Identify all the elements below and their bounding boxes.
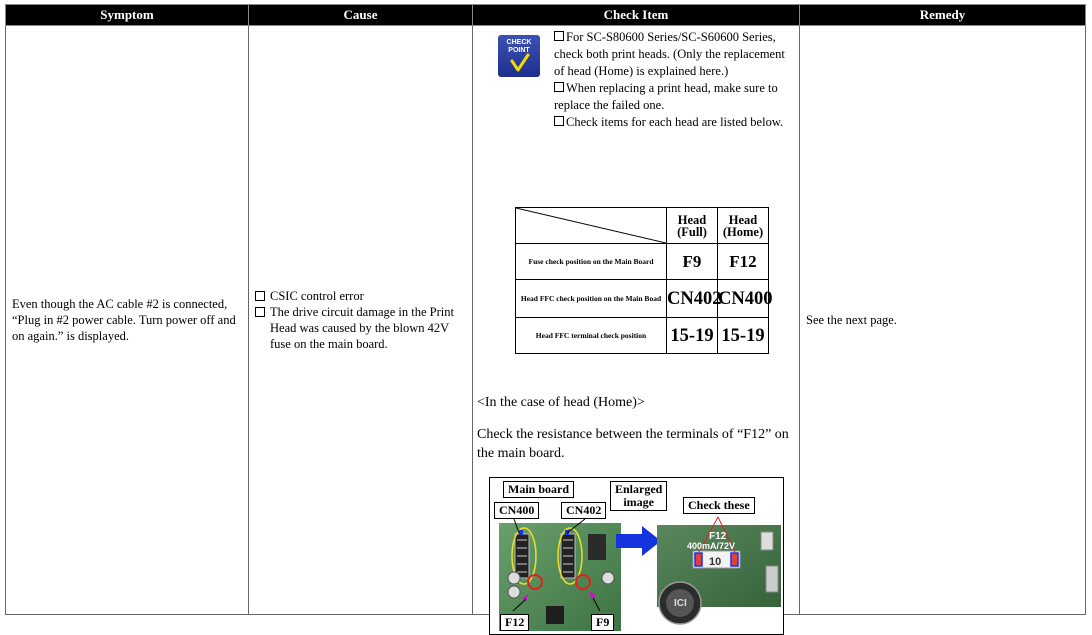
column-head-home — [718, 208, 769, 244]
check-item-cell — [473, 26, 800, 629]
home-section-text: Check the resistance between the terminals of “F12” on the main board. — [477, 427, 789, 461]
badge-text-1: CHECK — [506, 39, 532, 46]
value-full: CN402 — [667, 280, 718, 318]
checkbox-icon — [554, 116, 564, 126]
label-line: image — [623, 495, 654, 509]
chip-rating-text: 400mA/72V — [687, 541, 736, 551]
cause-cell — [249, 26, 473, 615]
value-home: F12 — [718, 244, 769, 280]
column-label: Head (Home) — [722, 212, 764, 239]
diagonal-line — [516, 208, 666, 243]
capacitor-text: ICI — [674, 598, 687, 609]
value-full: 15-19 — [667, 318, 718, 354]
checkbox-icon — [255, 291, 265, 301]
head-table-row — [516, 244, 769, 280]
cause-list — [255, 288, 466, 352]
head-table-row — [516, 318, 769, 354]
cause-item — [255, 304, 466, 352]
cause-text: The drive circuit damage in the Print Head was caused by the blown 42V fuse on the main board. — [270, 305, 454, 351]
check-point-icon — [498, 35, 540, 77]
header-remedy: Remedy — [800, 5, 1086, 26]
note-text: When replacing a print head, make sure to replace the failed one. — [554, 81, 778, 112]
chip-label-text: F12 — [709, 531, 727, 542]
label-main-board: Main board — [503, 481, 574, 498]
note-text: Check items for each head are listed below. — [566, 115, 784, 129]
label-cn400: CN400 — [494, 502, 539, 519]
label-line: Enlarged — [615, 482, 663, 496]
header-symptom: Symptom — [6, 5, 249, 26]
row-label: Head FFC check position on the Main Boad — [516, 280, 667, 318]
label-f12: F12 — [500, 614, 529, 631]
cause-text: CSIC control error — [270, 289, 364, 303]
chip-code-text: 10 — [709, 556, 722, 568]
diagonal-corner-cell — [516, 208, 667, 244]
column-head-full — [667, 208, 718, 244]
header-row — [6, 5, 1086, 26]
checkbox-icon — [554, 31, 564, 41]
label-f9: F9 — [591, 614, 614, 631]
header-check-item: Check Item — [473, 5, 800, 26]
label-check-these: Check these — [683, 497, 755, 514]
checkbox-icon — [255, 307, 265, 317]
header-cause: Cause — [249, 5, 473, 26]
symptom-cell: Even though the AC cable #2 is connected, “Plug in #2 power cable. Turn power off and on again.” is displayed. — [6, 26, 249, 615]
troubleshooting-table — [5, 4, 1086, 629]
table-row — [6, 26, 1086, 615]
checkmark-icon — [509, 53, 531, 73]
note-text: For SC-S80600 Series/SC-S60600 Series, check both print heads. (Only the replacement of head (Home) is explained here.) — [554, 30, 785, 78]
head-table-row — [516, 280, 769, 318]
home-section-title: <In the case of head (Home)> — [477, 395, 645, 410]
row-label: Fuse check position on the Main Board — [516, 244, 667, 280]
head-table-header — [516, 208, 769, 244]
main-board-figure — [489, 477, 784, 635]
cause-item — [255, 288, 466, 304]
value-home: CN400 — [718, 280, 769, 318]
label-enlarged-image — [610, 481, 667, 511]
value-full: F9 — [667, 244, 718, 280]
value-home: 15-19 — [718, 318, 769, 354]
label-cn402: CN402 — [561, 502, 606, 519]
badge-text-2: POINT — [508, 47, 530, 54]
row-label: Head FFC terminal check position — [516, 318, 667, 354]
check-point-notes — [554, 29, 796, 131]
remedy-cell: See the next page. — [800, 26, 1086, 615]
column-label: Head (Full) — [677, 212, 707, 239]
note-item — [554, 114, 796, 131]
note-item — [554, 29, 796, 80]
head-check-table — [515, 207, 773, 354]
note-item — [554, 80, 796, 114]
checkbox-icon — [554, 82, 564, 92]
